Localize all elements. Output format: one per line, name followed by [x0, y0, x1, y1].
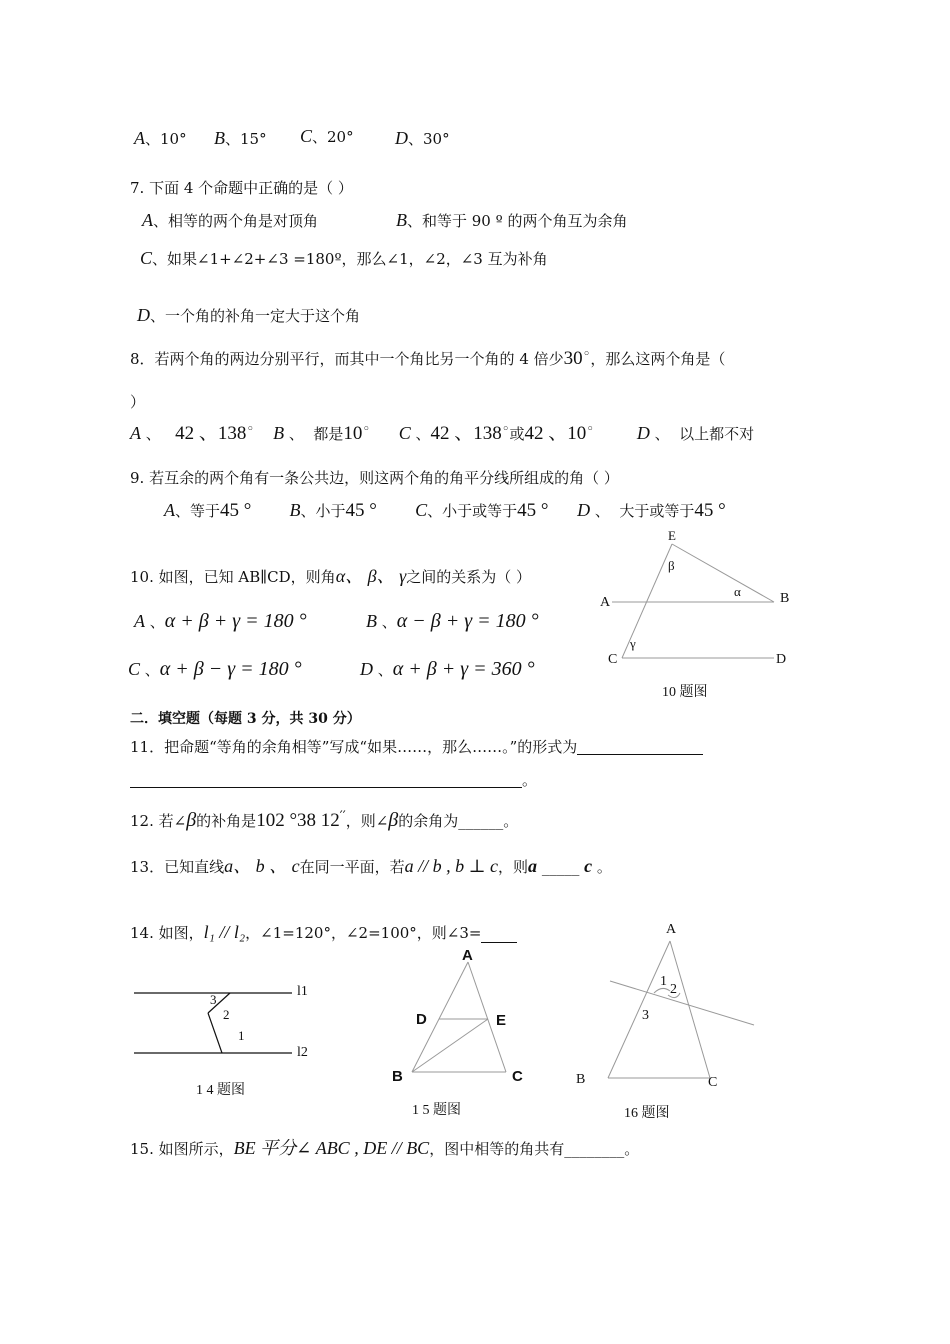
q7-option-d: D、一个角的补角一定大于这个角	[137, 305, 361, 325]
fig16-label-2: 2	[670, 982, 677, 997]
q13-text: 13．已知直线a、 b 、 c在同一平面，若a // b , b ⊥ c，则a _____ c 。	[130, 856, 612, 876]
q8-options: A 、 42 、138◦ B 、 都是10◦ C 、42 、138◦或42 、10◦ D 、 以上都不对	[130, 422, 755, 444]
fig15-label-d: D	[416, 1011, 427, 1028]
fig15-label-e: E	[496, 1012, 507, 1029]
fig15-label-a: A	[462, 947, 473, 964]
fig15-label-b: B	[392, 1068, 403, 1085]
fig15-label-c: C	[512, 1068, 523, 1085]
fig10-label-beta: β	[668, 558, 675, 573]
fig10-label-d: D	[776, 652, 787, 667]
fig14-label-3: 3	[210, 992, 217, 1007]
q7-stem: 7. 下面 4 个命题中正确的是（ ）	[130, 179, 353, 197]
fig10-label-e: E	[668, 528, 676, 543]
q10-option-d: D 、α + β + γ = 360 °	[360, 658, 535, 680]
q7-option-b: B、和等于 90 º 的两个角互为余角	[396, 210, 628, 230]
q6-option-b: B、15°	[214, 128, 267, 148]
q8-stem: 8．若两个角的两边分别平行，而其中一个角比另一个角的 4 倍少30◦，那么这两个角是（	[130, 347, 726, 369]
fig14-label-l1: l1	[297, 984, 308, 999]
fig16-label-b: B	[576, 1072, 586, 1087]
fig15-caption: 1 5 题图	[412, 1103, 461, 1118]
q11-line2: 。	[130, 770, 537, 790]
q14-text: 14. 如图，l₁ // l₂，∠1=120°，∠2=100°，则∠3=	[130, 922, 517, 943]
fig16-label-c: C	[708, 1075, 718, 1090]
fig16-label-a: A	[666, 922, 677, 937]
fig10-label-gamma: γ	[630, 636, 636, 651]
q10-option-c: C 、α + β − γ = 180 °	[128, 658, 302, 680]
q6-option-c: C、20°	[300, 126, 354, 146]
fig10-label-b: B	[780, 591, 790, 606]
fig14-caption: 1 4 题图	[196, 1083, 245, 1098]
fig10-label-a: A	[600, 595, 611, 610]
q11-text: 11．把命题“等角的余角相等”写成“如果……，那么……。”的形式为	[130, 737, 703, 757]
q8-stem-cont: ）	[130, 393, 146, 411]
q10-stem: 10. 如图，已知 AB∥CD，则角α、 β、 γ之间的关系为（ ）	[130, 566, 531, 586]
q6-option-a: A、10°	[134, 128, 187, 148]
fig16-caption: 16 题图	[624, 1106, 670, 1121]
q12-text: 12. 若∠β的补角是102 °38 12′′，则∠β的余角为______。	[130, 809, 519, 831]
fig14-label-l2: l2	[297, 1045, 308, 1060]
figure-16	[570, 915, 760, 1120]
q10-option-b: B 、α − β + γ = 180 °	[366, 610, 539, 632]
q7-option-a: A、相等的两个角是对顶角	[142, 210, 319, 230]
q7-option-c: C、如果∠1+∠2+∠3 =180º，那么∠1，∠2，∠3 互为补角	[140, 248, 548, 268]
q15-text: 15. 如图所示，BE 平分∠ ABC , DE // BC，图中相等的角共有________。	[130, 1138, 640, 1158]
fig10-caption: 10 题图	[662, 685, 708, 700]
figure-14	[130, 978, 350, 1098]
fig14-label-1: 1	[238, 1028, 245, 1043]
q6-option-d: D、30°	[395, 128, 450, 148]
q9-stem: 9. 若互余的两个角有一条公共边，则这两个角的角平分线所组成的角（ ）	[130, 469, 619, 487]
section2-title: 二．填空题（每题 3 分，共 30 分）	[130, 711, 361, 727]
fig10-label-alpha: α	[734, 584, 741, 599]
figure-10	[590, 528, 810, 708]
fig10-label-c: C	[608, 652, 618, 667]
q9-options: A、等于45 ° B、小于45 ° C、小于或等于45 ° D 、 大于或等于45 °	[164, 500, 726, 521]
fig16-label-3: 3	[642, 1008, 649, 1023]
fig16-label-1: 1	[660, 974, 667, 989]
figure-15	[388, 942, 538, 1117]
q10-option-a: A 、α + β + γ = 180 °	[134, 610, 307, 632]
fig14-label-2: 2	[223, 1007, 230, 1022]
